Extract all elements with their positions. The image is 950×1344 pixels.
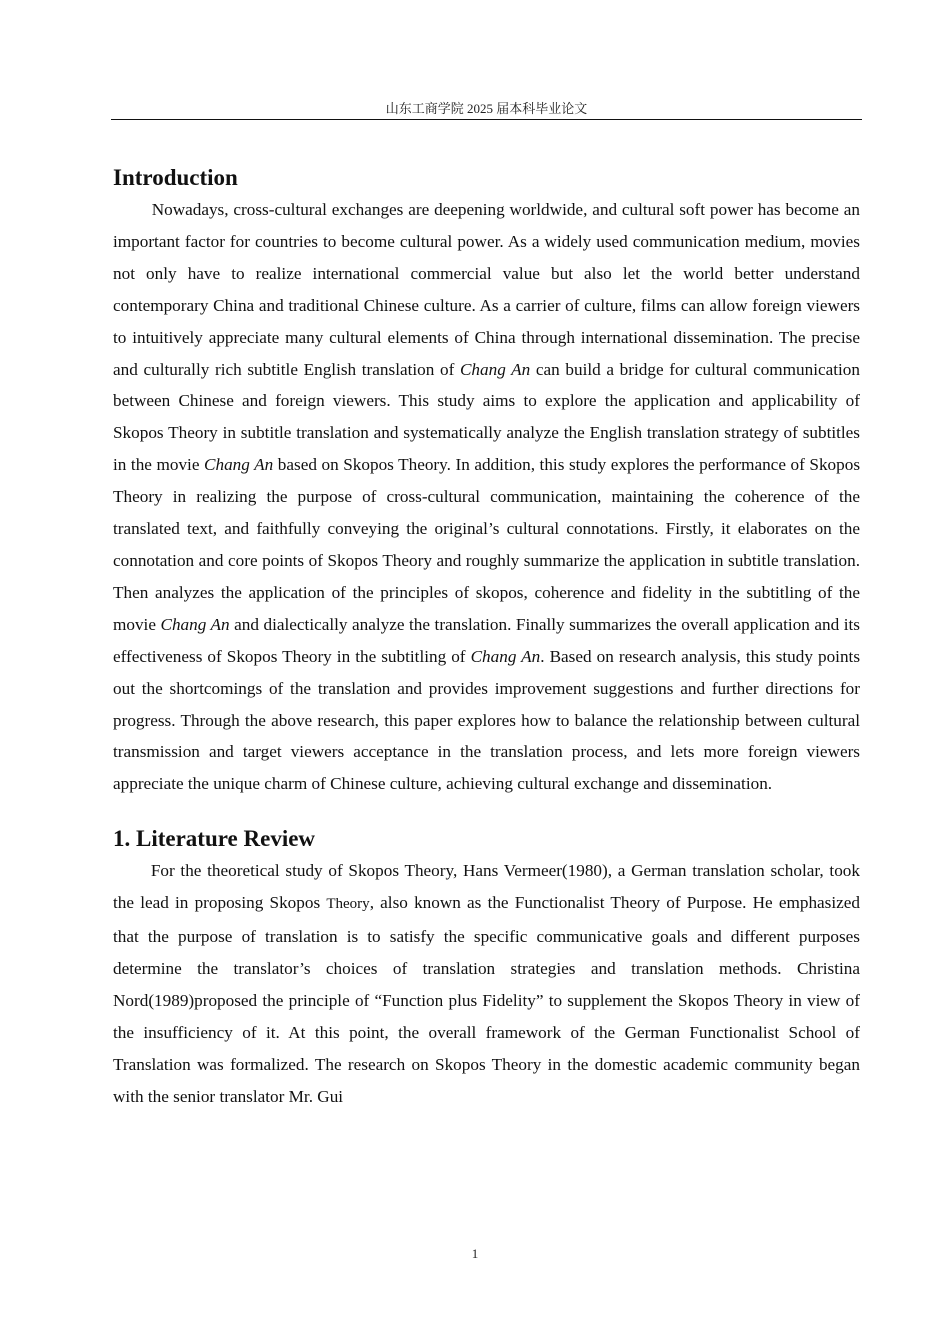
header-divider <box>111 119 862 120</box>
page-body <box>113 162 860 1112</box>
text-run: and dialectically analyze the translation. Finally summarizes the overall application and its effectiveness of Skopos Theory in the subtitling of <box>113 614 861 666</box>
section-spacer <box>113 800 860 823</box>
text-run: based on Skopos Theory. In addition, this study explores the performance of Skopos Theory in realizing the purpose of cross-cultural communication, maintaining the coherence of the translated text, and faithfully conveying the original’s cultural connotations. Firstly, it elaborates on the connotation and core points of Skopos Theory and roughly summarize the application in subtitle translation. Then analyzes the application of the principles of skopos, coherence and fidelity in the subtitling of the movie <box>113 455 861 634</box>
literature-review-heading: 1. Literature Review <box>113 826 316 852</box>
text-run: can build a bridge for cultural communication between Chinese and foreign viewers. This study aims to explore the application and applicability of Skopos Theory in subtitle translation and systematically analyze the English translation strategy of subtitles in the movie <box>113 359 860 475</box>
page-number: 1 <box>471 1246 479 1261</box>
film-title: Chang An <box>470 646 541 666</box>
introduction-paragraph <box>113 194 860 800</box>
text-run-small: Theory <box>326 896 370 913</box>
film-title: Chang An <box>459 359 531 379</box>
running-header: 山东工商学院 2025 届本科毕业论文 <box>385 101 588 116</box>
film-title: Chang An <box>160 614 230 634</box>
film-title: Chang An <box>204 455 274 475</box>
text-run: , also known as the Functionalist Theory of Purpose. He emphasized that the purpose of translation is to satisfy the specific communicative goals and different purposes determine the translator’s choices of translation strategies and translation methods. Christina Nord(1989)proposed the principle of “Function plus Fidelity” to supplement the Skopos Theory in view of the insufficiency of it. At this point, the overall framework of the German Functionalist School of Translation was formalized. The research on Skopos Theory in the domestic academic community began with the senior translator Mr. Gui <box>113 893 860 1106</box>
text-run: For the theoretical study of Skopos Theory, Hans Vermeer(1980), a German translation scholar, took the lead in proposing Skopos <box>113 861 860 913</box>
introduction-heading: Introduction <box>113 165 238 190</box>
literature-review-paragraph <box>113 855 860 1112</box>
text-run: Nowadays, cross-cultural exchanges are deepening worldwide, and cultural soft power has become an important factor for countries to become cultural power. As a widely used communication medium, movies not only have to realize international commercial value but also let the world better understand contemporary China and traditional Chinese culture. As a carrier of culture, films can allow foreign viewers to intuitively appreciate many cultural elements of China through international dissemination. The precise and culturally rich subtitle English translation of <box>113 200 860 379</box>
text-run: . Based on research analysis, this study points out the shortcomings of the translation and provides improvement suggestions and further directions for progress. Through the above research, this paper explores how to balance the relationship between cultural transmission and target viewers acceptance in the translation process, and lets more foreign viewers appreciate the unique charm of Chinese culture, achieving cultural exchange and dissemination. <box>113 646 861 794</box>
